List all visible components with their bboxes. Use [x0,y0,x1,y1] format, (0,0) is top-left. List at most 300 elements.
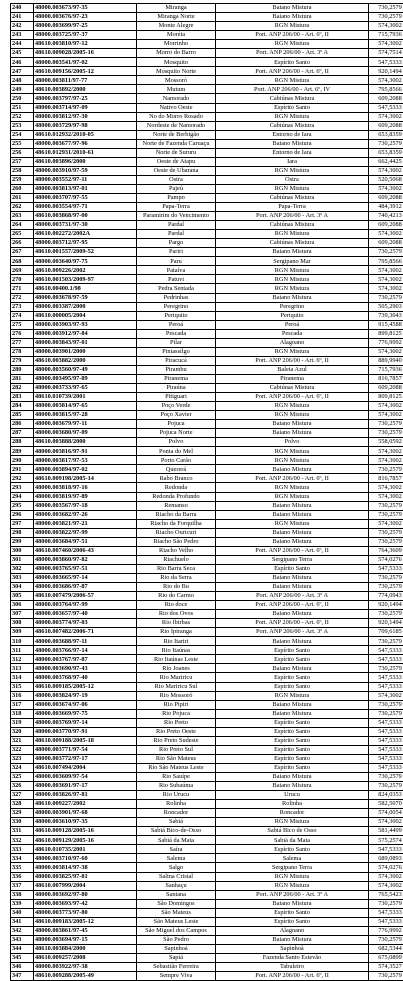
field-name-cell: São Pedro [137,935,216,944]
reference-oil-cell: RGN Mistura [216,492,369,501]
table-row [11,347,403,356]
process-number-cell: 48000.003814/97-65 [34,402,137,411]
row-number-cell: 337 [11,881,34,890]
field-name-cell: Pariri [137,248,216,257]
row-number-cell: 273 [11,302,34,311]
field-name-cell: Peregrino [137,302,216,311]
field-name-cell: Rio Preto [137,718,216,727]
reference-oil-cell: Iara [216,157,369,166]
reference-oil-cell: Roncador [216,809,369,818]
field-name-cell: Rio Itariri [137,637,216,646]
price-value-cell: 547,5333 [369,754,403,763]
process-number-cell: 48610.009156/2005-12 [34,67,137,76]
table-row [11,221,403,230]
field-name-cell: Pardal [137,221,216,230]
field-name-cell: Pampo [137,193,216,202]
field-name-cell: Rio dos Ovos [137,610,216,619]
row-number-cell: 306 [11,601,34,610]
field-name-cell: Rio Ibirbas [137,619,216,628]
table-row [11,329,403,338]
price-value-cell: 547,5333 [369,646,403,655]
field-name-cell: Morro do Barro [137,49,216,58]
table-row [11,519,403,528]
price-value-cell: 574,3002 [369,818,403,827]
reference-oil-cell: Entorno de Iara [216,130,369,139]
table-row [11,700,403,709]
field-name-cell: Pataíva [137,266,216,275]
field-name-cell: Salema [137,854,216,863]
row-number-cell: 331 [11,827,34,836]
price-value-cell: 730,2579 [369,293,403,302]
reference-oil-cell: Espírito Santo [216,58,369,67]
price-value-cell: 574,3002 [369,492,403,501]
price-value-cell: 653,8359 [369,148,403,157]
price-value-cell: 547,5333 [369,58,403,67]
table-row [11,655,403,664]
field-name-cell: Oeste de Atapu [137,157,216,166]
process-number-cell: 48000.003714/97-09 [34,103,137,112]
row-number-cell: 311 [11,646,34,655]
price-value-cell: 682,5344 [369,944,403,953]
table-row [11,257,403,266]
table-row [11,836,403,845]
reference-oil-cell: Polvo [216,438,369,447]
reference-oil-cell: Fazenda Santo Estevão [216,953,369,962]
field-name-cell: Ostra [137,175,216,184]
field-name-cell: Rabo Branco [137,474,216,483]
price-value-cell: 547,5333 [369,917,403,926]
reference-oil-cell: Cabiúnas Mistura [216,193,369,202]
price-value-cell: 574,3002 [369,22,403,31]
table-row [11,800,403,809]
field-name-cell: Nativo Oeste [137,103,216,112]
table-row [11,85,403,94]
field-name-cell: Polvo [137,438,216,447]
field-name-cell: Rio Mariricu Sul [137,682,216,691]
table-row [11,827,403,836]
reference-oil-cell: Cabiúnas Mistura [216,121,369,130]
field-name-cell: Rio São Mateus [137,754,216,763]
field-name-cell: Rio Mariricu [137,673,216,682]
row-number-cell: 314 [11,673,34,682]
field-name-cell: Rio Itaúnas Leste [137,655,216,664]
process-number-cell: 48610.009129/2005-16 [34,836,137,845]
reference-oil-cell: Alagoano [216,338,369,347]
reference-oil-cell: Baiano Mistura [216,501,369,510]
price-value-cell: 730,2579 [369,248,403,257]
process-number-cell: 48000.003669/97-75 [34,709,137,718]
process-number-cell: 48610.009226/2002 [34,266,137,275]
table-row [11,393,403,402]
field-name-cell: Rio Mossoró [137,691,216,700]
process-number-cell: 48610.009128/2005-16 [34,827,137,836]
reference-oil-cell: Cabiúnas Mistura [216,221,369,230]
process-number-cell: 48000.003922/97-38 [34,962,137,971]
table-row [11,429,403,438]
price-value-cell: 520,5068 [369,175,403,184]
field-name-cell: Riacho São Pedro [137,537,216,546]
table-row [11,356,403,365]
price-value-cell: 574,3002 [369,76,403,85]
row-number-cell: 293 [11,483,34,492]
process-number-cell: 48000.003677/97-96 [34,139,137,148]
reference-oil-cell: Baiano Mistura [216,935,369,944]
reference-oil-cell: Sergipano Terra [216,863,369,872]
process-number-cell: 48000.003860/97-82 [34,555,137,564]
price-value-cell: 920,1494 [369,601,403,610]
reference-oil-cell: RGN Mistura [216,447,369,456]
row-number-cell: 241 [11,13,34,22]
row-number-cell: 310 [11,637,34,646]
table-row [11,103,403,112]
process-number-cell: 48000.003712/97-95 [34,239,137,248]
table-row [11,592,403,601]
field-name-cell: Paru [137,257,216,266]
process-number-cell: 48000.003554/97-71 [34,203,137,212]
process-number-cell: 48000.003692/97-80 [34,890,137,899]
field-name-cell: Rio Joanes [137,664,216,673]
reference-oil-cell: Peregrino [216,302,369,311]
process-number-cell: 48000.003699/97-25 [34,22,137,31]
table-row [11,22,403,31]
price-value-cell: 776,9992 [369,338,403,347]
process-number-cell: 48000.003680/97-09 [34,429,137,438]
field-name-cell: São Mateus Leste [137,917,216,926]
row-number-cell: 290 [11,456,34,465]
price-value-cell: 730,2579 [369,972,403,981]
price-value-cell: 653,8359 [369,130,403,139]
reference-oil-cell: Espírito Santo [216,917,369,926]
table-row [11,203,403,212]
price-value-cell: 574,0276 [369,863,403,872]
process-number-cell: 48000.003825/97-81 [34,872,137,881]
price-value-cell: 889,9940 [369,356,403,365]
process-number-cell: 48000.003770/97-91 [34,727,137,736]
process-number-cell: 48000.003901/2000 [34,347,137,356]
process-number-cell: 48000.003731/97-30 [34,221,137,230]
process-number-cell: 48000.003815/97-28 [34,411,137,420]
reference-oil-cell: Baiano Mistura [216,248,369,257]
field-name-cell: Rio Barra Seca [137,564,216,573]
row-number-cell: 333 [11,845,34,854]
table-row [11,782,403,791]
reference-oil-cell: RGN Mistura [216,76,369,85]
table-row [11,872,403,881]
process-number-cell: 48610.012932/2010-05 [34,130,137,139]
process-number-cell: 48610.009257/2008 [34,953,137,962]
reference-oil-cell: Espírito Santo [216,682,369,691]
price-value-cell: 715,7936 [369,365,403,374]
process-number-cell: 48000.003773/97-80 [34,908,137,917]
row-number-cell: 318 [11,709,34,718]
process-number-cell: 48000.003690/97-43 [34,664,137,673]
process-number-cell: 48000.003676/97-23 [34,13,137,22]
row-number-cell: 270 [11,275,34,284]
reference-oil-cell: RGN Mistura [216,402,369,411]
row-number-cell: 269 [11,266,34,275]
table-row [11,492,403,501]
table-row [11,664,403,673]
table-row [11,908,403,917]
process-number-cell: 48000.003682/97-26 [34,510,137,519]
row-number-cell: 330 [11,818,34,827]
table-row [11,619,403,628]
row-number-cell: 307 [11,610,34,619]
process-number-cell: 48610.007479/2006-57 [34,592,137,601]
reference-oil-cell: Sabiá da Mata [216,836,369,845]
price-value-cell: 574,0054 [369,809,403,818]
price-value-cell: 574,3002 [369,266,403,275]
reference-oil-cell: Espírito Santo [216,673,369,682]
table-row [11,854,403,863]
table-row [11,537,403,546]
price-value-cell: 730,2579 [369,573,403,582]
reference-oil-cell: Peroá [216,320,369,329]
process-number-cell: 48000.003640/97-75 [34,257,137,266]
row-number-cell: 300 [11,546,34,555]
reference-oil-cell: Sabiá Bico de Osso [216,827,369,836]
price-value-cell: 740,4213 [369,212,403,221]
table-row [11,230,403,239]
reference-oil-cell: Port. ANP 206/00 - Art. 6º, II [216,601,369,610]
reference-oil-cell: Port. ANP 206/00 - Art. 6º, II [216,356,369,365]
reference-oil-cell: Espírito Santo [216,745,369,754]
process-number-cell: 48000.003843/97-01 [34,338,137,347]
field-name-cell: Pescada [137,329,216,338]
row-number-cell: 329 [11,809,34,818]
row-number-cell: 277 [11,338,34,347]
table-row [11,646,403,655]
price-value-cell: 547,5333 [369,655,403,664]
price-value-cell: 574,3002 [369,519,403,528]
price-value-cell: 816,7857 [369,474,403,483]
process-number-cell: 48610.003868/97-00 [34,212,137,221]
process-number-cell: 48000.003691/97-17 [34,782,137,791]
table-row [11,94,403,103]
row-number-cell: 335 [11,863,34,872]
reference-oil-cell: Baiano Mistura [216,700,369,709]
field-name-cell: Pintassilgo [137,347,216,356]
reference-oil-cell: Port. ANP 206/00 - Art. 6º, IV [216,85,369,94]
field-name-cell: Morrinho [137,40,216,49]
field-name-cell: Rio Pipiri [137,700,216,709]
reference-oil-cell: Baiano Mistura [216,537,369,546]
price-value-cell: 505,2903 [369,302,403,311]
reference-oil-cell: Rolinha [216,800,369,809]
row-number-cell: 340 [11,908,34,917]
field-name-cell: Mosquito Norte [137,67,216,76]
price-value-cell: 920,1494 [369,67,403,76]
process-number-cell: 48000.003684/97-51 [34,537,137,546]
field-name-cell: Moréia [137,31,216,40]
row-number-cell: 289 [11,447,34,456]
process-number-cell: 48000.003910/97-59 [34,166,137,175]
row-number-cell: 264 [11,221,34,230]
row-number-cell: 281 [11,374,34,383]
process-number-cell: 48000.003710/97-60 [34,854,137,863]
row-number-cell: 252 [11,112,34,121]
field-name-cell: Salina Cristal [137,872,216,881]
price-value-cell: 574,3002 [369,184,403,193]
reference-oil-cell: Baiano Mistura [216,293,369,302]
table-row [11,58,403,67]
field-name-cell: Riachuelo [137,555,216,564]
row-number-cell: 327 [11,791,34,800]
row-number-cell: 305 [11,592,34,601]
price-value-cell: 547,5333 [369,682,403,691]
price-value-cell: 662,4425 [369,157,403,166]
reference-oil-cell: RGN Mistura [216,519,369,528]
reference-oil-cell: Espírito Santo [216,655,369,664]
process-number-cell: 48000.003609/97-54 [34,772,137,781]
process-number-cell: 48000.003673/97-35 [34,4,137,13]
process-number-cell: 48610.001503/2009-97 [34,275,137,284]
process-number-cell: 48610.010739/2001 [34,393,137,402]
field-name-cell: Piranema [137,374,216,383]
reference-oil-cell: Baiano Mistura [216,637,369,646]
table-row [11,456,403,465]
process-number-cell: 48610.009188/2005-18 [34,736,137,745]
price-value-cell: 574,3002 [369,691,403,700]
table-row [11,4,403,13]
row-number-cell: 292 [11,474,34,483]
table-row [11,691,403,700]
table-row [11,791,403,800]
price-value-cell: 730,2579 [369,709,403,718]
price-value-cell: 609,2088 [369,221,403,230]
reference-oil-cell: Baiano Mistura [216,573,369,582]
process-number-cell: 48610.007482/2006-71 [34,628,137,637]
table-row [11,338,403,347]
row-number-cell: 341 [11,917,34,926]
row-number-cell: 244 [11,40,34,49]
table-row [11,112,403,121]
table-row [11,583,403,592]
process-number-cell: 48000.003813/97-01 [34,184,137,193]
price-value-cell: 709,6185 [369,628,403,637]
reference-oil-cell: Baiano Mistura [216,139,369,148]
price-value-cell: 730,2579 [369,4,403,13]
table-row [11,718,403,727]
reference-oil-cell: Espírito Santo [216,845,369,854]
process-number-cell: 48610.003810/97-12 [34,40,137,49]
process-number-cell: 48000.003771/97-54 [34,745,137,754]
table-row [11,447,403,456]
reference-oil-cell: RGN Mistura [216,184,369,193]
field-name-cell: Mosquito [137,58,216,67]
row-number-cell: 279 [11,356,34,365]
row-number-cell: 249 [11,85,34,94]
price-value-cell: 547,5333 [369,763,403,772]
field-name-cell: Peroá [137,320,216,329]
process-number-cell: 48610.003888/2000 [34,438,137,447]
field-name-cell: Porto Carão [137,456,216,465]
field-name-cell: Periquito [137,311,216,320]
row-number-cell: 267 [11,248,34,257]
price-value-cell: 574,3002 [369,456,403,465]
row-number-cell: 316 [11,691,34,700]
process-number-cell: 48610.003896/2000 [34,157,137,166]
price-value-cell: 547,5333 [369,845,403,854]
row-number-cell: 304 [11,583,34,592]
table-row [11,745,403,754]
row-number-cell: 250 [11,94,34,103]
reference-oil-cell: Sergipano Terra [216,555,369,564]
table-row [11,483,403,492]
reference-oil-cell: RGN Mistura [216,275,369,284]
field-name-cell: Rio Preto Sudeste [137,736,216,745]
row-number-cell: 302 [11,564,34,573]
reference-oil-cell: RGN Mistura [216,818,369,827]
reference-oil-cell: RGN Mistura [216,230,369,239]
table-row [11,637,403,646]
row-number-cell: 280 [11,365,34,374]
reference-oil-cell: RGN Mistura [216,112,369,121]
table-row [11,573,403,582]
field-name-cell: Redonda [137,483,216,492]
price-value-cell: 689,0893 [369,854,403,863]
reference-oil-cell: Port. ANP 206/00 - Art. 6º, II [216,546,369,555]
price-value-cell: 574,3002 [369,483,403,492]
price-value-cell: 574,3002 [369,881,403,890]
row-number-cell: 334 [11,854,34,863]
price-value-cell: 795,8566 [369,257,403,266]
reference-oil-cell: Baiano Mistura [216,583,369,592]
reference-oil-cell: Baiano Mistura [216,420,369,429]
field-name-cell: Rio do Bu [137,583,216,592]
row-number-cell: 347 [11,972,34,981]
table-row [11,402,403,411]
table-row [11,601,403,610]
table-row [11,374,403,383]
field-name-cell: Pedrinhas [137,293,216,302]
reference-oil-cell: Espírito Santo [216,754,369,763]
price-value-cell: 730,2579 [369,528,403,537]
table-row [11,193,403,202]
process-number-cell: 48000.003894/97-02 [34,465,137,474]
price-value-cell: 730,2579 [369,139,403,148]
reference-oil-cell: Baiano Mistura [216,4,369,13]
row-number-cell: 339 [11,899,34,908]
field-name-cell: Sabiá da Mata [137,836,216,845]
reference-oil-cell: Cabiúnas Mistura [216,383,369,392]
price-value-cell: 730,2579 [369,610,403,619]
reference-oil-cell: RGN Mistura [216,456,369,465]
table-row [11,809,403,818]
field-name-cell: Remanso [137,501,216,510]
row-number-cell: 268 [11,257,34,266]
row-number-cell: 328 [11,800,34,809]
field-name-cell: Patuvi [137,275,216,284]
row-number-cell: 288 [11,438,34,447]
row-number-cell: 261 [11,193,34,202]
row-number-cell: 326 [11,782,34,791]
reference-oil-cell: Sergipano Mar [216,257,369,266]
price-value-cell: 574,3002 [369,402,403,411]
price-value-cell: 609,2088 [369,193,403,202]
field-name-cell: Papa-Terra [137,203,216,212]
price-value-cell: 574,7514 [369,49,403,58]
table-row [11,248,403,257]
field-name-cell: Sebastião Ferreira [137,962,216,971]
field-name-cell: Mossoró [137,76,216,85]
process-number-cell: 48610.009288/2005-49 [34,972,137,981]
row-number-cell: 274 [11,311,34,320]
row-number-cell: 303 [11,573,34,582]
process-number-cell: 48000.003679/97-11 [34,420,137,429]
table-row [11,420,403,429]
table-row [11,212,403,221]
